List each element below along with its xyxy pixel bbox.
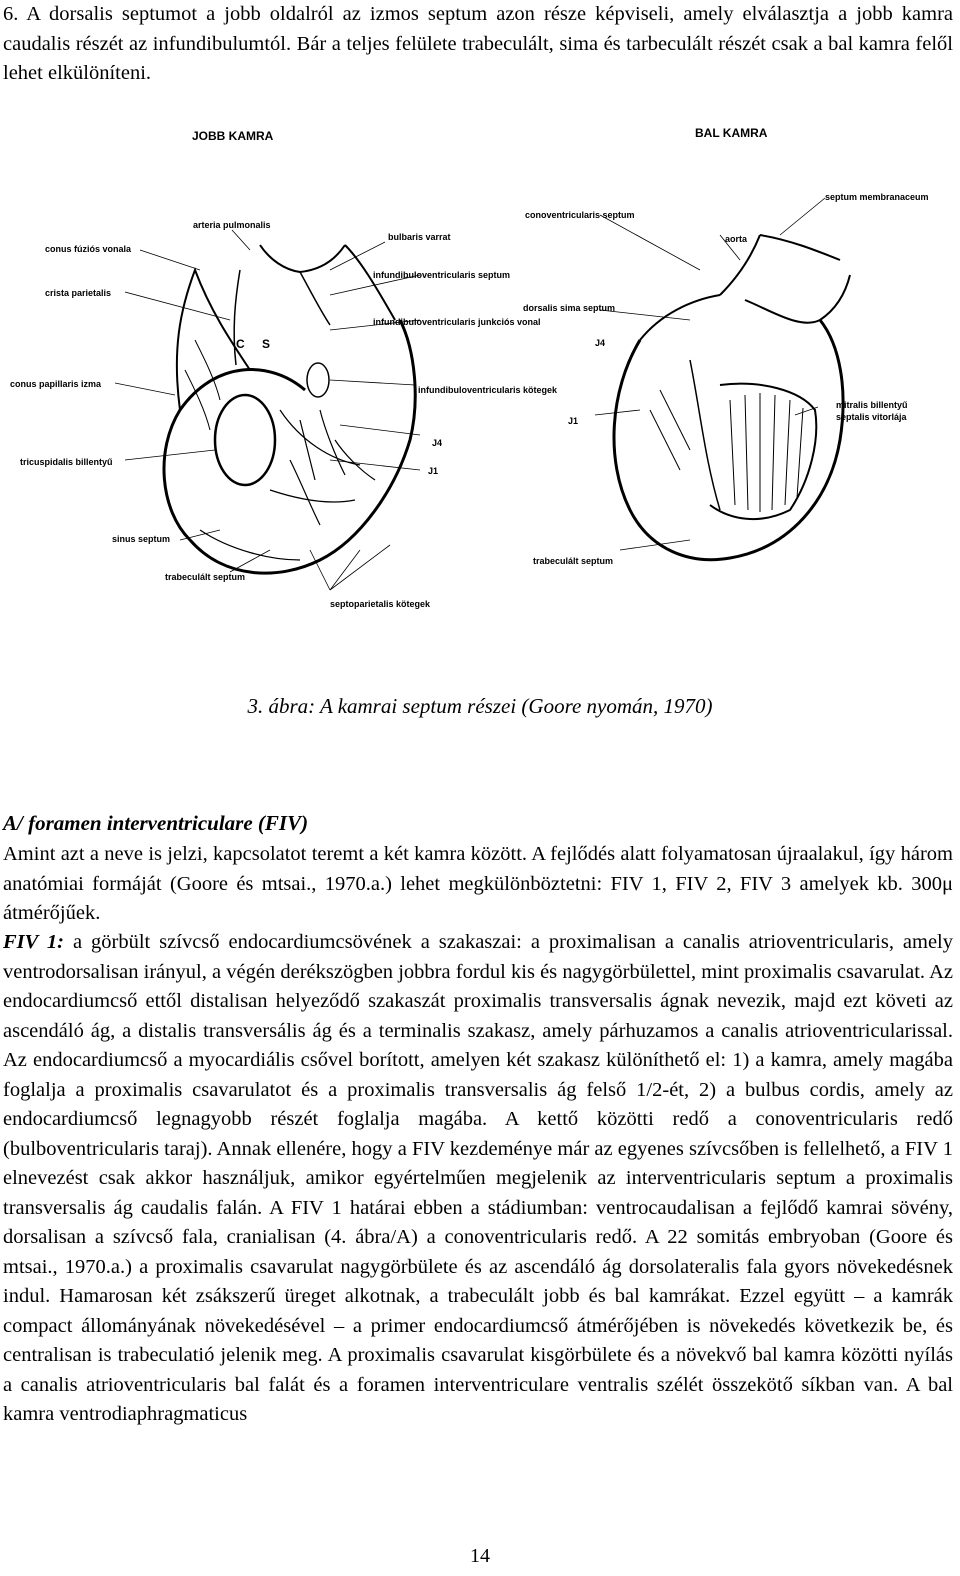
fiv1-paragraph: [3, 928, 953, 1430]
label-tricuspidalis-billentyu: tricuspidalis billentyű: [20, 457, 113, 467]
label-mitralis-billentyu: mitralis billentyű: [836, 400, 908, 410]
label-infundibuloventricularis-septum: infundibuloventricularis septum: [373, 270, 511, 280]
intro-paragraph: 6. A dorsalis septumot a jobb oldalról az izmos septum azon része képviseli, amely elválasztja a jobb kamra caudalis részét az infundibulumtól. Bár a teljes felülete trabeculált, sima és tarbeculált részét csak a bal kamra felől lehet elkülöníteni.: [3, 3, 953, 84]
label-arteria-pulmonalis: arteria pulmonalis: [193, 220, 271, 230]
figure-caption: 3. ábra: A kamrai septum részei (Goore nyomán, 1970): [247, 694, 713, 718]
label-j1-left: J1: [428, 466, 439, 476]
label-trabeculalt-septum-left: trabeculált septum: [165, 572, 246, 582]
label-septalis-vitorlaja: septalis vitorlája: [836, 412, 907, 422]
label-j4-right: J4: [595, 338, 606, 348]
label-conoventricularis-septum: conoventricularis septum: [525, 210, 635, 220]
left-ventricle-drawing: [595, 198, 850, 560]
label-infundibuloventricularis-kotegek: infundibuloventricularis kötegek: [418, 385, 558, 395]
label-crista-parietalis: crista parietalis: [45, 288, 112, 298]
label-j1-right: J1: [568, 416, 579, 426]
label-trabeculalt-septum-right: trabeculált septum: [533, 556, 614, 566]
fiv1-body: a görbült szívcső endocardiumcsövének a szakaszai: a proximalisan a canalis atrioventricularis, amely ventrodorsalisan irányul, a végén derékszögben jobbra fordul kis és nagygörbülettel, mint proximalis csavarulat. Az endocardiumcső ettől distalisan helyeződő szakaszát proximalis transversalis ágnak nevezik, majd ezt követi az ascendáló ág, a distalis transversális ág és a terminalis szakasz, amely párhuzamos a canalis atrioventricularissal. Az endocardiumcső a myocardiális csővel borított, amelyen két szakasz különíthető el: 1) a kamra, amely magába foglalja a proximalis csavarulatot és a proximalis transversalis ág felső 1/2-ét, 2) a bulbus cordis, amely az endocardiumcső legnagyobb részét foglalja magába. A kettő közötti redő a conoventricularis redő (bulboventricularis taraj). Annak ellenére, hogy a FIV kezdeménye már az egyenes szívcsőben is fellelhető, a FIV 1 elnevezést csak akkor használjuk, amikor egyértelműen megjelenik az interventricularis septum a proximalis transversalis ág caudalis falán. A FIV 1 határai ebben a stádiumban: ventrocaudalisan a fejlődő kamrai sövény, dorsalisan a szívcső fala, cranialisan (4. ábra/A) a conoventricularis redő. A 22 somitás embryoban (Goore és mtsai., 1970.a.) a proximalis csavarulat nagygörbülete és az ascendáló ág dorsolateralis fala gyors növekedésnek indul. Hamarosan két zsákszerű üreget alkotnak, a trabeculált jobb és bal kamrákat. Ezzel együtt – a kamrák compact állományának növekedésével – a primer endocardiumcső átmérőjében is növekedés következik be, és centralisan is trabeculatió jelenik meg. A proximalis csavarulat kisgörbülete és a növekvő bal kamra közötti nyílás a canalis atrioventricularis bal falát és a foramen interventriculare ventralis szélét összekötő síkban van. A bal kamra ventrodiaphragmaticus: [3, 931, 953, 1425]
label-conus-papillaris-izma: conus papillaris izma: [10, 379, 102, 389]
label-septoparietalis-kotegek: septoparietalis kötegek: [330, 599, 431, 609]
right-figure-title: BAL KAMRA: [695, 126, 768, 140]
label-conus-fuzios-vonala: conus fúziós vonala: [45, 244, 132, 254]
label-s: S: [262, 337, 271, 351]
fiv1-lead: FIV 1:: [3, 931, 64, 953]
fiv-intro-paragraph: Amint azt a neve is jelzi, kapcsolatot teremt a két kamra között. A fejlődés alatt folyamatosan újraalakul, így három anatómiai formáját (Goore és mtsai., 1970.a.) lehet megkülönböztetni: FIV 1, FIV 2, FIV 3 amelyek kb. 300μ átmérőjűek.: [3, 843, 953, 924]
left-figure-title: JOBB KAMRA: [192, 129, 274, 143]
right-ventricle-labels: [10, 129, 558, 609]
label-sinus-septum: sinus septum: [112, 534, 171, 544]
left-ventricle-labels: [523, 126, 929, 566]
page-number: 14: [470, 1545, 490, 1567]
label-bulbaris-varrat: bulbaris varrat: [388, 232, 451, 242]
label-septum-membranaceum: septum membranaceum: [825, 192, 929, 202]
label-c: C: [236, 337, 245, 351]
section-heading: A/ foramen interventriculare (FIV): [3, 811, 309, 835]
label-dorsalis-sima-septum: dorsalis sima septum: [523, 303, 616, 313]
anatomical-figure: [0, 110, 960, 625]
label-j4-left: J4: [432, 438, 443, 448]
label-infundibuloventricularis-junkcios-vonal: infundibuloventricularis junkciós vonal: [373, 317, 541, 327]
label-aorta: aorta: [725, 234, 748, 244]
